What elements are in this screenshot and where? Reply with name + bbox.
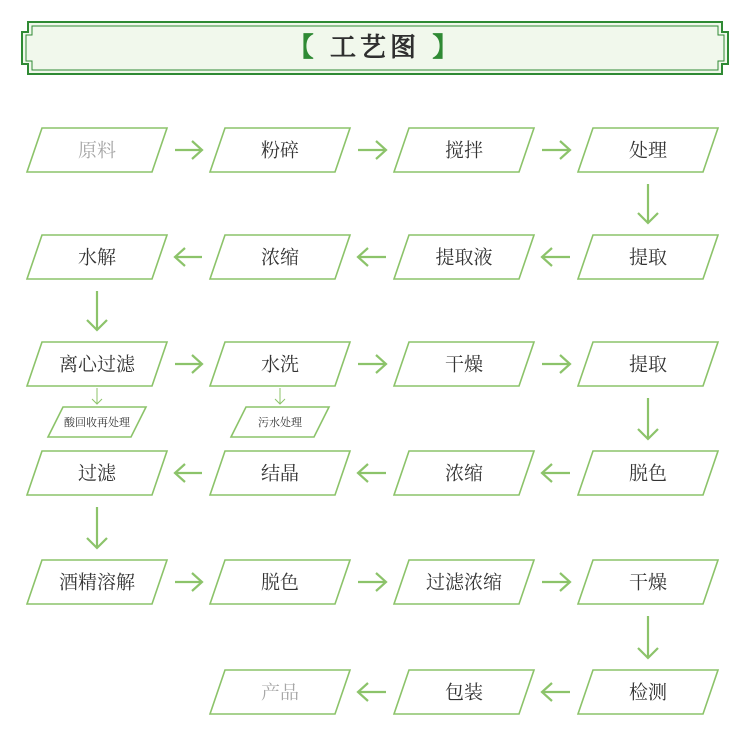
step-label: 包装: [444, 681, 484, 704]
side-note-label: 酸回收再处理: [64, 416, 130, 429]
step-label: 处理: [628, 139, 668, 162]
step-label: 脱色: [260, 571, 300, 594]
title-text: 工艺图: [329, 33, 420, 63]
title-right-bracket: 】: [432, 33, 463, 63]
step-label: 水解: [77, 246, 117, 269]
side-note-label: 污水处理: [258, 416, 302, 429]
step-label: 提取液: [435, 246, 493, 269]
step-label: 浓缩: [260, 246, 300, 269]
step-label: 离心过滤: [58, 353, 136, 376]
step-label: 干燥: [628, 571, 668, 594]
step-label: 提取: [628, 246, 668, 269]
title-left-bracket: 【: [287, 33, 318, 63]
step-label: 搅拌: [444, 139, 484, 162]
step-label: 水洗: [260, 353, 300, 376]
step-label: 粉碎: [260, 139, 300, 162]
step-label: 酒精溶解: [58, 571, 136, 594]
step-label: 提取: [628, 353, 668, 376]
step-label: 原料: [77, 139, 117, 162]
step-label: 过滤浓缩: [425, 571, 503, 594]
step-label: 干燥: [444, 353, 484, 376]
step-label: 产品: [260, 681, 300, 704]
step-label: 浓缩: [444, 462, 484, 485]
step-label: 脱色: [628, 462, 668, 485]
step-label: 结晶: [260, 462, 300, 485]
step-label: 检测: [628, 681, 668, 704]
step-label: 过滤: [77, 462, 117, 485]
